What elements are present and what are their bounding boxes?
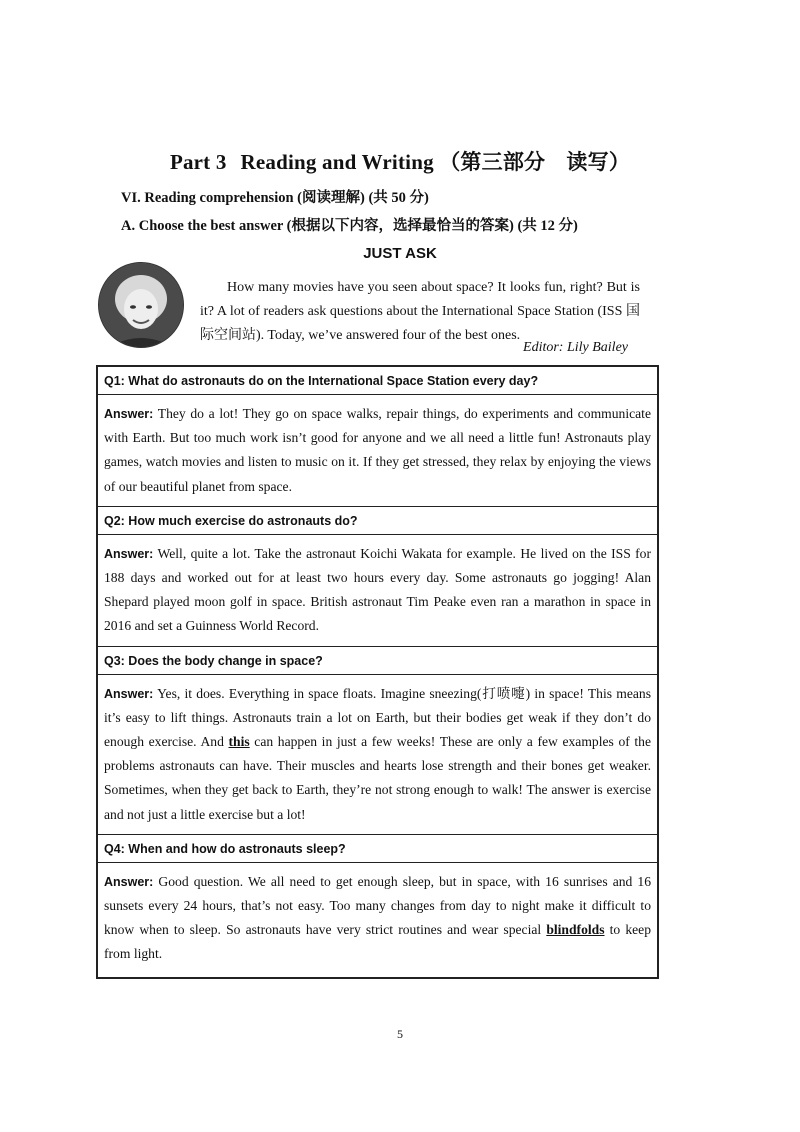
answer-text: Yes, it does. Everything in space floats. Imagine sneezing(打喷嚏) in space! This means it’s easy to lift things. Astronauts train a lot on Earth, but their bodies get weak if they don’t do enough exercise. And [104, 685, 651, 750]
editor-portrait-icon [99, 263, 183, 347]
answer-label: Answer: [104, 407, 154, 421]
subsection-heading: A. Choose the best answer (根据以下内容，选择最恰当的答案) (共 12 分) [121, 218, 578, 234]
answer-label: Answer: [104, 874, 154, 889]
part-title: Reading and Writing [240, 150, 434, 174]
page-title [0, 146, 800, 176]
answer-q3 [98, 675, 657, 835]
answer-q4 [98, 863, 657, 977]
editor-credit: Editor: Lily Bailey [523, 340, 628, 355]
answer-label: Answer: [104, 546, 154, 561]
answer-label: Answer: [104, 686, 154, 701]
answer-text: Good question. We all need to get enough sleep, but in space, with 16 sunrises and 16 sunsets every 24 hours, that’s not easy. Too many changes from day to night make it difficult to know when to sleep. So astronauts have very strict routines and wear special [104, 873, 651, 938]
underlined-word-blindfolds: blindfolds [546, 922, 605, 938]
answer-text: can happen in just a few weeks! These are only a few examples of the problems astronauts can have. Their muscles and hearts lose strength and their bones get weaker. Sometimes, when they get back to Earth, they’re not strong enough to walk! The answer is exercise and not just a little exercise but a lot! [104, 734, 652, 822]
answer-q1 [98, 395, 657, 507]
question-q2: Q2: How much exercise do astronauts do? [98, 507, 657, 535]
question-q3: Q3: Does the body change in space? [98, 647, 657, 675]
page-number: 5 [397, 1027, 403, 1041]
part-title-cn: （第三部分 读写） [439, 150, 631, 174]
answer-q2 [98, 535, 657, 647]
question-q1: Q1: What do astronauts do on the International Space Station every day? [98, 367, 657, 395]
article-intro: How many movies have you seen about space? It looks fun, right? But is it? A lot of readers ask questions about the International Space Station (ISS 国际空间站). Today, we’ve answered four of the best ones. [200, 280, 640, 343]
qa-table [96, 365, 659, 979]
section-heading: VI. Reading comprehension (阅读理解) (共 50 分) [121, 190, 429, 206]
answer-text: to keep from light. [104, 922, 651, 962]
editor-photo [98, 262, 184, 348]
underlined-word-this: this [228, 734, 250, 750]
column-title: JUST ASK [363, 245, 437, 262]
part-label: Part 3 [169, 150, 227, 174]
answer-text: Well, quite a lot. Take the astronaut Koichi Wakata for example. He lived on the ISS for 188 days and worked out for at least two hours every day. Some astronauts go jogging! Alan Shepard played moon golf in space. British astronaut Tim Peake even ran a marathon in space in 2016 and set a Guinness World Record. [104, 545, 652, 634]
question-q4: Q4: When and how do astronauts sleep? [98, 835, 657, 863]
answer-text: They do a lot! They go on space walks, repair things, do experiments and communicate with Earth. But too much work isn’t good for anyone and we all need a little fun! Astronauts play games, watch movies and listen to music on it. If they get stressed, they relax by enjoying the views of our beautiful planet from space. [104, 406, 651, 494]
